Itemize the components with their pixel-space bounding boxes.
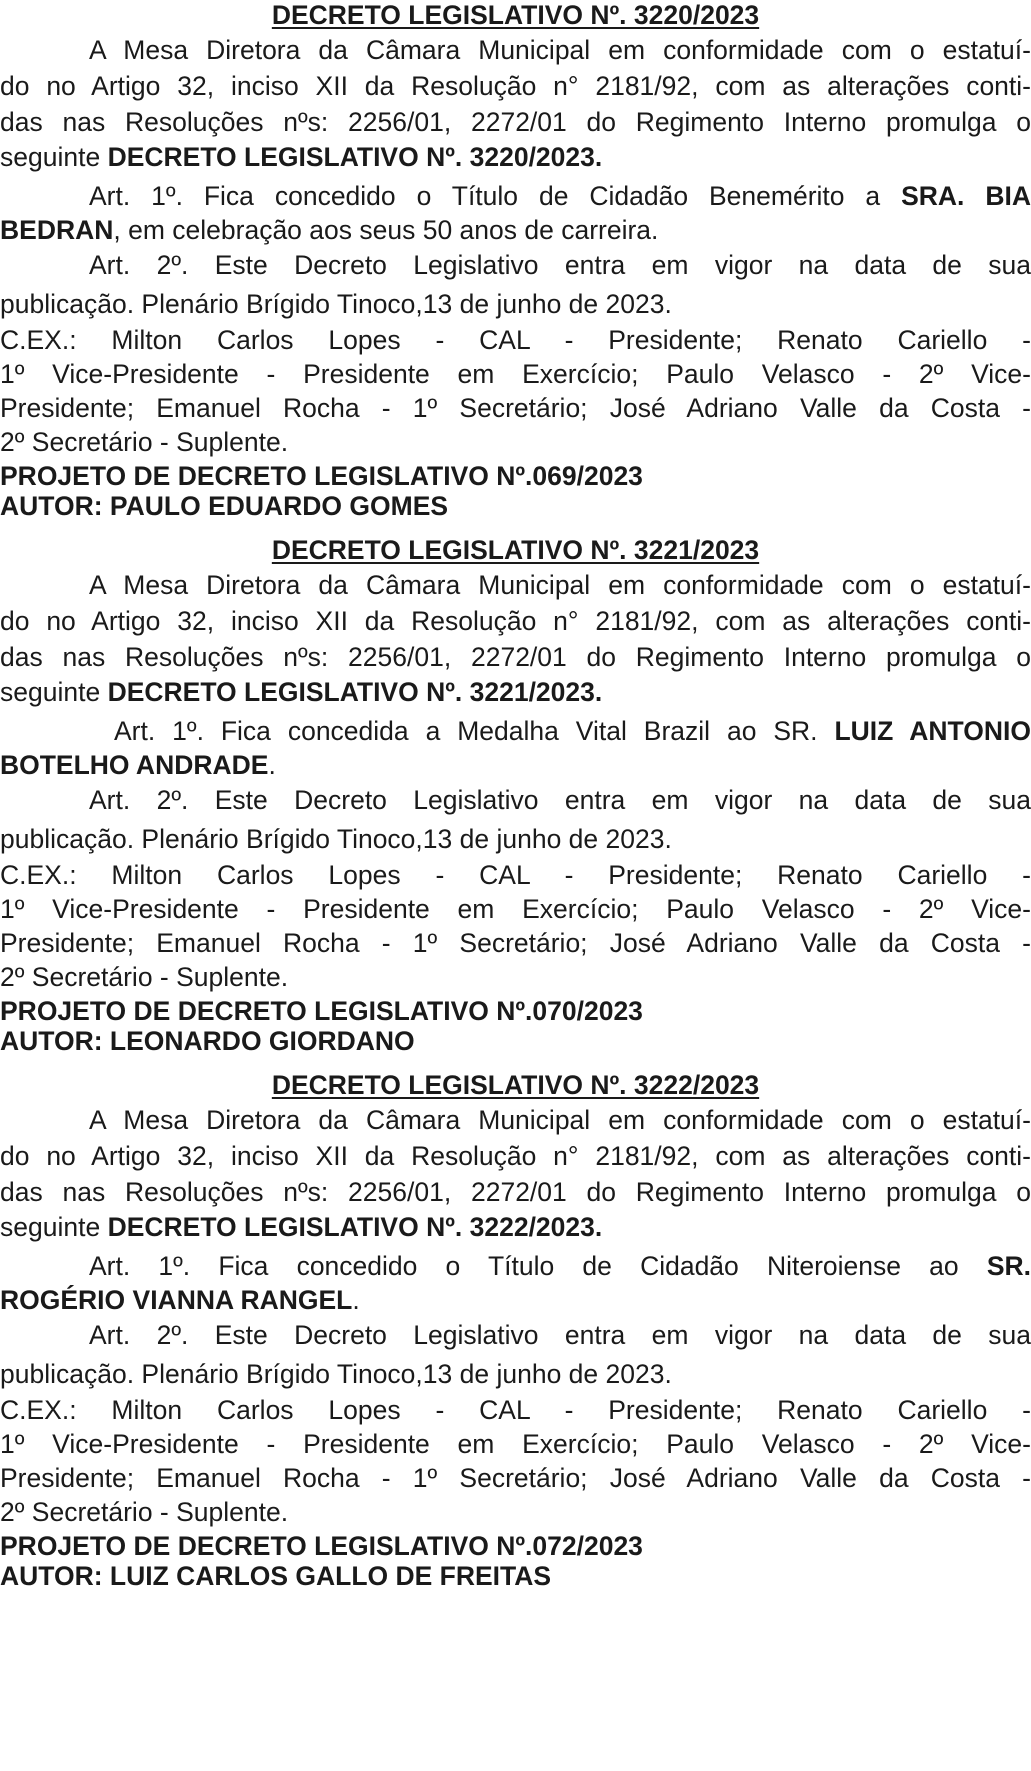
autor-line: AUTOR: PAULO EDUARDO GOMES bbox=[0, 491, 449, 521]
cex-line: 2º Secretário - Suplente. bbox=[0, 962, 289, 992]
projeto-line: PROJETO DE DECRETO LEGISLATIVO Nº.072/2023 bbox=[0, 1531, 643, 1561]
cex-line: C.EX.: Milton Carlos Lopes - CAL - Presidente; Renato Cariello - bbox=[0, 860, 1031, 890]
article-text: , em celebração aos seus 50 anos de carreira. bbox=[113, 215, 659, 245]
preamble-line: do no Artigo 32, inciso XII da Resolução n° 2181/92, com as alterações conti- bbox=[0, 606, 1031, 636]
decree-reference: DECRETO LEGISLATIVO Nº. 3220/2023. bbox=[107, 142, 603, 172]
honoree-name: LUIZ ANTONIO bbox=[834, 716, 1031, 746]
preamble-last-line bbox=[0, 1210, 1031, 1244]
decree-title: DECRETO LEGISLATIVO Nº. 3221/2023 bbox=[271, 535, 760, 565]
autor-line: AUTOR: LUIZ CARLOS GALLO DE FREITAS bbox=[0, 1561, 552, 1591]
article-text: Art. 1º. Fica concedido o Título de Cidadão Benemérito a bbox=[89, 181, 902, 211]
projeto-line: PROJETO DE DECRETO LEGISLATIVO Nº.070/2023 bbox=[0, 996, 643, 1026]
cex-line: 1º Vice-Presidente - Presidente em Exercício; Paulo Velasco - 2º Vice- bbox=[0, 894, 1031, 924]
cex-line: C.EX.: Milton Carlos Lopes - CAL - Presidente; Renato Cariello - bbox=[0, 1395, 1031, 1425]
cex-line: 2º Secretário - Suplente. bbox=[0, 427, 289, 457]
article-2: Art. 2º. Este Decreto Legislativo entra em vigor na data de sua bbox=[89, 250, 1031, 280]
preamble-prefix: seguinte bbox=[0, 142, 108, 172]
article-1 bbox=[0, 714, 1031, 748]
article-text: Art. 1º. Fica concedido o Título de Cidadão Niteroiense ao bbox=[89, 1251, 987, 1281]
cex-line: C.EX.: Milton Carlos Lopes - CAL - Presidente; Renato Cariello - bbox=[0, 325, 1031, 355]
preamble-prefix: seguinte bbox=[0, 1212, 108, 1242]
honoree-name: SRA. BIA bbox=[901, 181, 1031, 211]
article-2: Art. 2º. Este Decreto Legislativo entra em vigor na data de sua bbox=[89, 1320, 1031, 1350]
cex-line: 2º Secretário - Suplente. bbox=[0, 1497, 289, 1527]
cex-line: Presidente; Emanuel Rocha - 1º Secretário; José Adriano Valle da Costa - bbox=[0, 928, 1031, 958]
preamble-line: do no Artigo 32, inciso XII da Resolução n° 2181/92, com as alterações conti- bbox=[0, 71, 1031, 101]
preamble-line: do no Artigo 32, inciso XII da Resolução n° 2181/92, com as alterações conti- bbox=[0, 1141, 1031, 1171]
cex-line: Presidente; Emanuel Rocha - 1º Secretário; José Adriano Valle da Costa - bbox=[0, 393, 1031, 423]
preamble-line: A Mesa Diretora da Câmara Municipal em conformidade com o estatuí- bbox=[89, 35, 1031, 65]
publication-line: publicação. Plenário Brígido Tinoco,13 de junho de 2023. bbox=[0, 289, 672, 319]
preamble-last-line bbox=[0, 675, 1031, 709]
preamble-last-line bbox=[0, 140, 1031, 174]
article-1-cont bbox=[0, 1283, 1031, 1317]
article-1 bbox=[0, 179, 1031, 213]
cex-line: 1º Vice-Presidente - Presidente em Exercício; Paulo Velasco - 2º Vice- bbox=[0, 1429, 1031, 1459]
decree-title: DECRETO LEGISLATIVO Nº. 3222/2023 bbox=[271, 1070, 760, 1100]
decree-reference: DECRETO LEGISLATIVO Nº. 3222/2023. bbox=[107, 1212, 603, 1242]
honoree-name: BEDRAN bbox=[0, 215, 114, 245]
honoree-name: ROGÉRIO VIANNA RANGEL bbox=[0, 1285, 353, 1315]
preamble-line: das nas Resoluções nºs: 2256/01, 2272/01 do Regimento Interno promulga o bbox=[0, 107, 1031, 137]
projeto-line: PROJETO DE DECRETO LEGISLATIVO Nº.069/2023 bbox=[0, 461, 643, 491]
publication-line: publicação. Plenário Brígido Tinoco,13 de junho de 2023. bbox=[0, 1359, 672, 1389]
decree-reference: DECRETO LEGISLATIVO Nº. 3221/2023. bbox=[107, 677, 603, 707]
preamble-prefix: seguinte bbox=[0, 677, 108, 707]
article-2: Art. 2º. Este Decreto Legislativo entra em vigor na data de sua bbox=[89, 785, 1031, 815]
cex-line: 1º Vice-Presidente - Presidente em Exercício; Paulo Velasco - 2º Vice- bbox=[0, 359, 1031, 389]
article-1-cont bbox=[0, 213, 1031, 247]
cex-line: Presidente; Emanuel Rocha - 1º Secretário; José Adriano Valle da Costa - bbox=[0, 1463, 1031, 1493]
preamble-line: A Mesa Diretora da Câmara Municipal em conformidade com o estatuí- bbox=[89, 1105, 1031, 1135]
honoree-name: SR. bbox=[986, 1251, 1031, 1281]
preamble-line: das nas Resoluções nºs: 2256/01, 2272/01 do Regimento Interno promulga o bbox=[0, 1177, 1031, 1207]
autor-line: AUTOR: LEONARDO GIORDANO bbox=[0, 1026, 415, 1056]
decree-title: DECRETO LEGISLATIVO Nº. 3220/2023 bbox=[271, 0, 760, 30]
article-text: . bbox=[268, 750, 276, 780]
article-1 bbox=[0, 1249, 1031, 1283]
preamble-line: A Mesa Diretora da Câmara Municipal em conformidade com o estatuí- bbox=[89, 570, 1031, 600]
honoree-name: BOTELHO ANDRADE bbox=[0, 750, 269, 780]
article-text: . bbox=[352, 1285, 360, 1315]
article-text: Art. 1º. Fica concedida a Medalha Vital Brazil ao SR. bbox=[114, 716, 835, 746]
publication-line: publicação. Plenário Brígido Tinoco,13 de junho de 2023. bbox=[0, 824, 672, 854]
article-1-cont bbox=[0, 748, 1031, 782]
preamble-line: das nas Resoluções nºs: 2256/01, 2272/01 do Regimento Interno promulga o bbox=[0, 642, 1031, 672]
